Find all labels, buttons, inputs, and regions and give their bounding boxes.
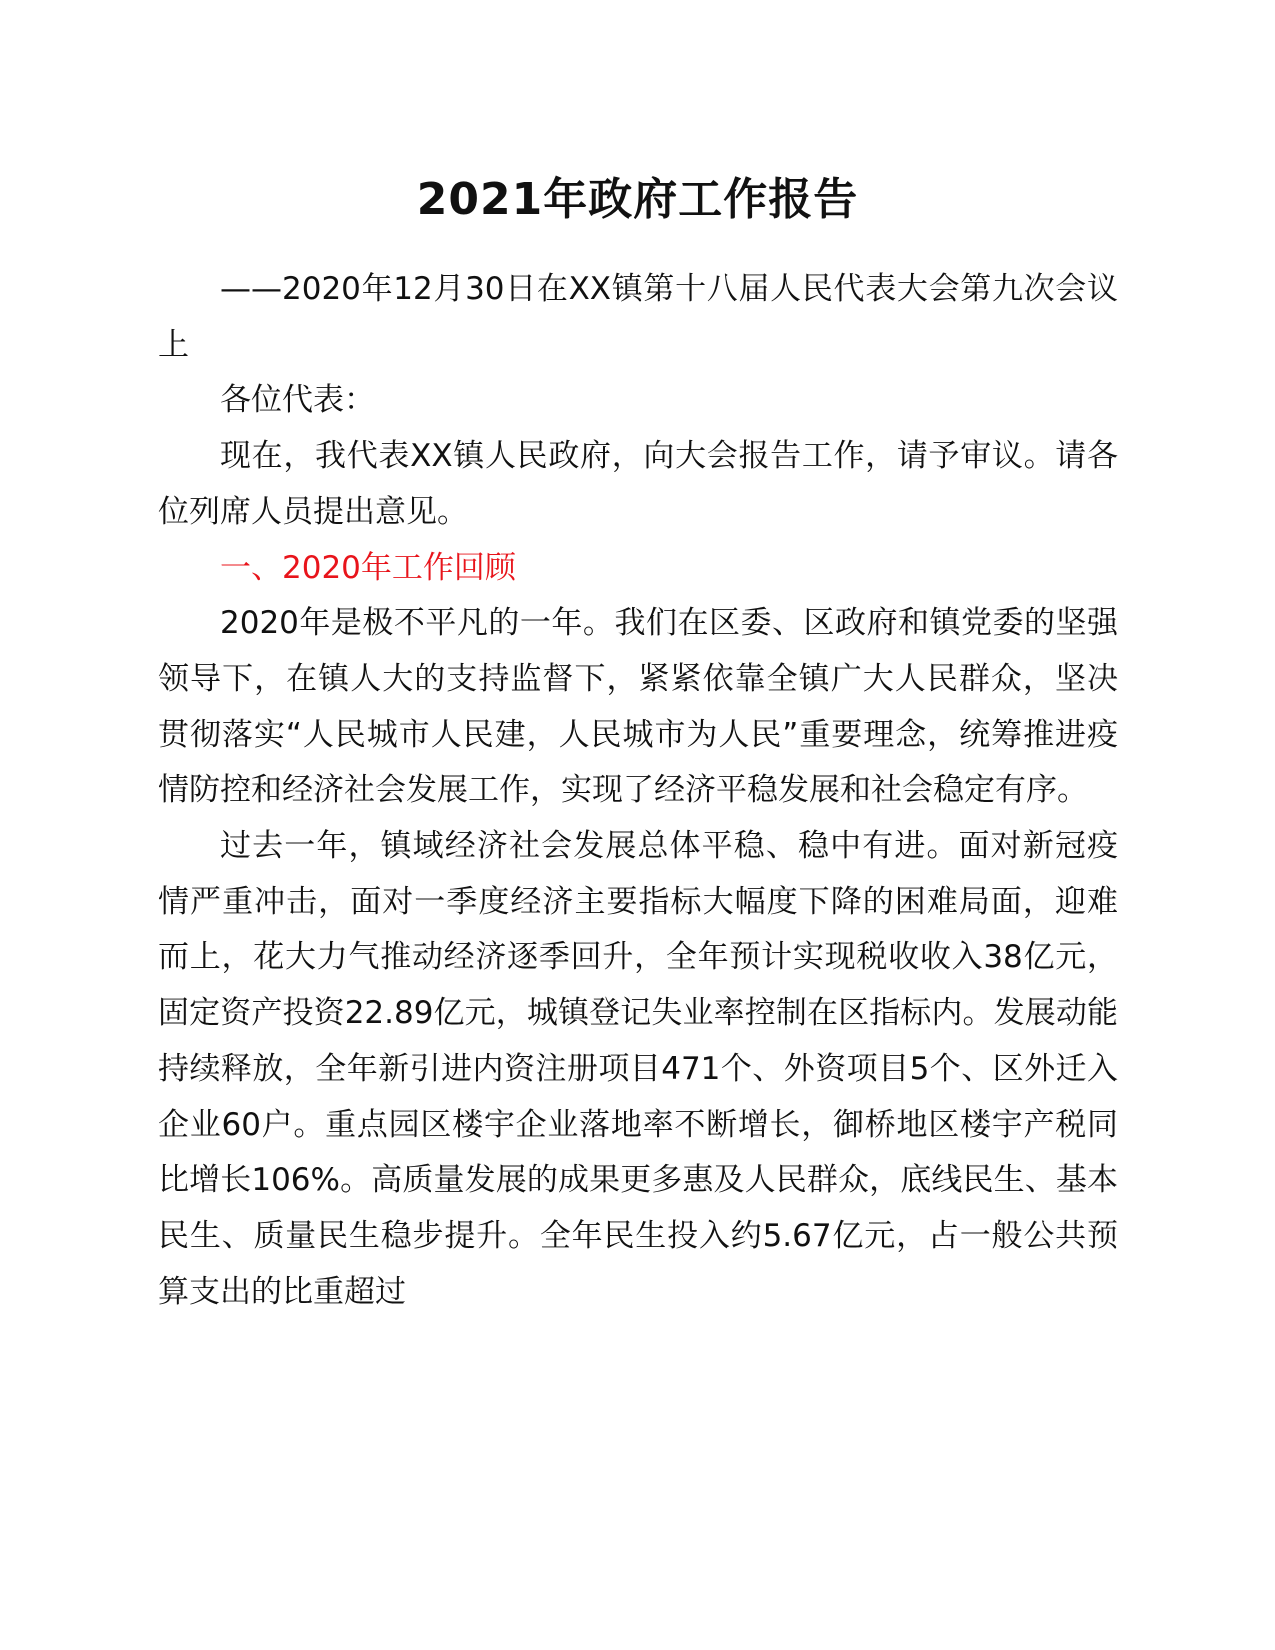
salutation-paragraph: 各位代表： xyxy=(220,382,375,419)
document-body xyxy=(158,262,1118,1320)
section-heading: 一、2020年工作回顾 xyxy=(220,549,516,586)
body-paragraph: 2020年是极不平凡的一年。我们在区委、区政府和镇党委的坚强领导下，在镇人大的支持监督下，紧紧依靠全镇广大人民群众，坚决贯彻落实“人民城市人民建，人民城市为人民”重要理念，统筹推进疫情防控和经济社会发展工作，实现了经济平稳发展和社会稳定有序。 xyxy=(158,605,1118,809)
body-paragraph: 过去一年，镇域经济社会发展总体平稳、稳中有进。面对新冠疫情严重冲击，面对一季度经济主要指标大幅度下降的困难局面，迎难而上，花大力气推动经济逐季回升，全年预计实现税收收入38亿元，固定资产投资22.89亿元，城镇登记失业率控制在区指标内。发展动能持续释放，全年新引进内资注册项目471个、外资项目5个、区外迁入企业60户。重点园区楼宇企业落地率不断增长，御桥地区楼宇产税同比增长106%。高质量发展的成果更多惠及人民群众，底线民生、基本民生、质量民生稳步提升。全年民生投入约5.67亿元，占一般公共预算支出的比重超过 xyxy=(158,828,1118,1310)
document-title: 2021年政府工作报告 xyxy=(416,174,859,225)
subtitle-paragraph: ——2020年12月30日在XX镇第十八届人民代表大会第九次会议上 xyxy=(158,271,1118,363)
intro-paragraph: 现在，我代表XX镇人民政府，向大会报告工作，请予审议。请各位列席人员提出意见。 xyxy=(158,438,1118,530)
